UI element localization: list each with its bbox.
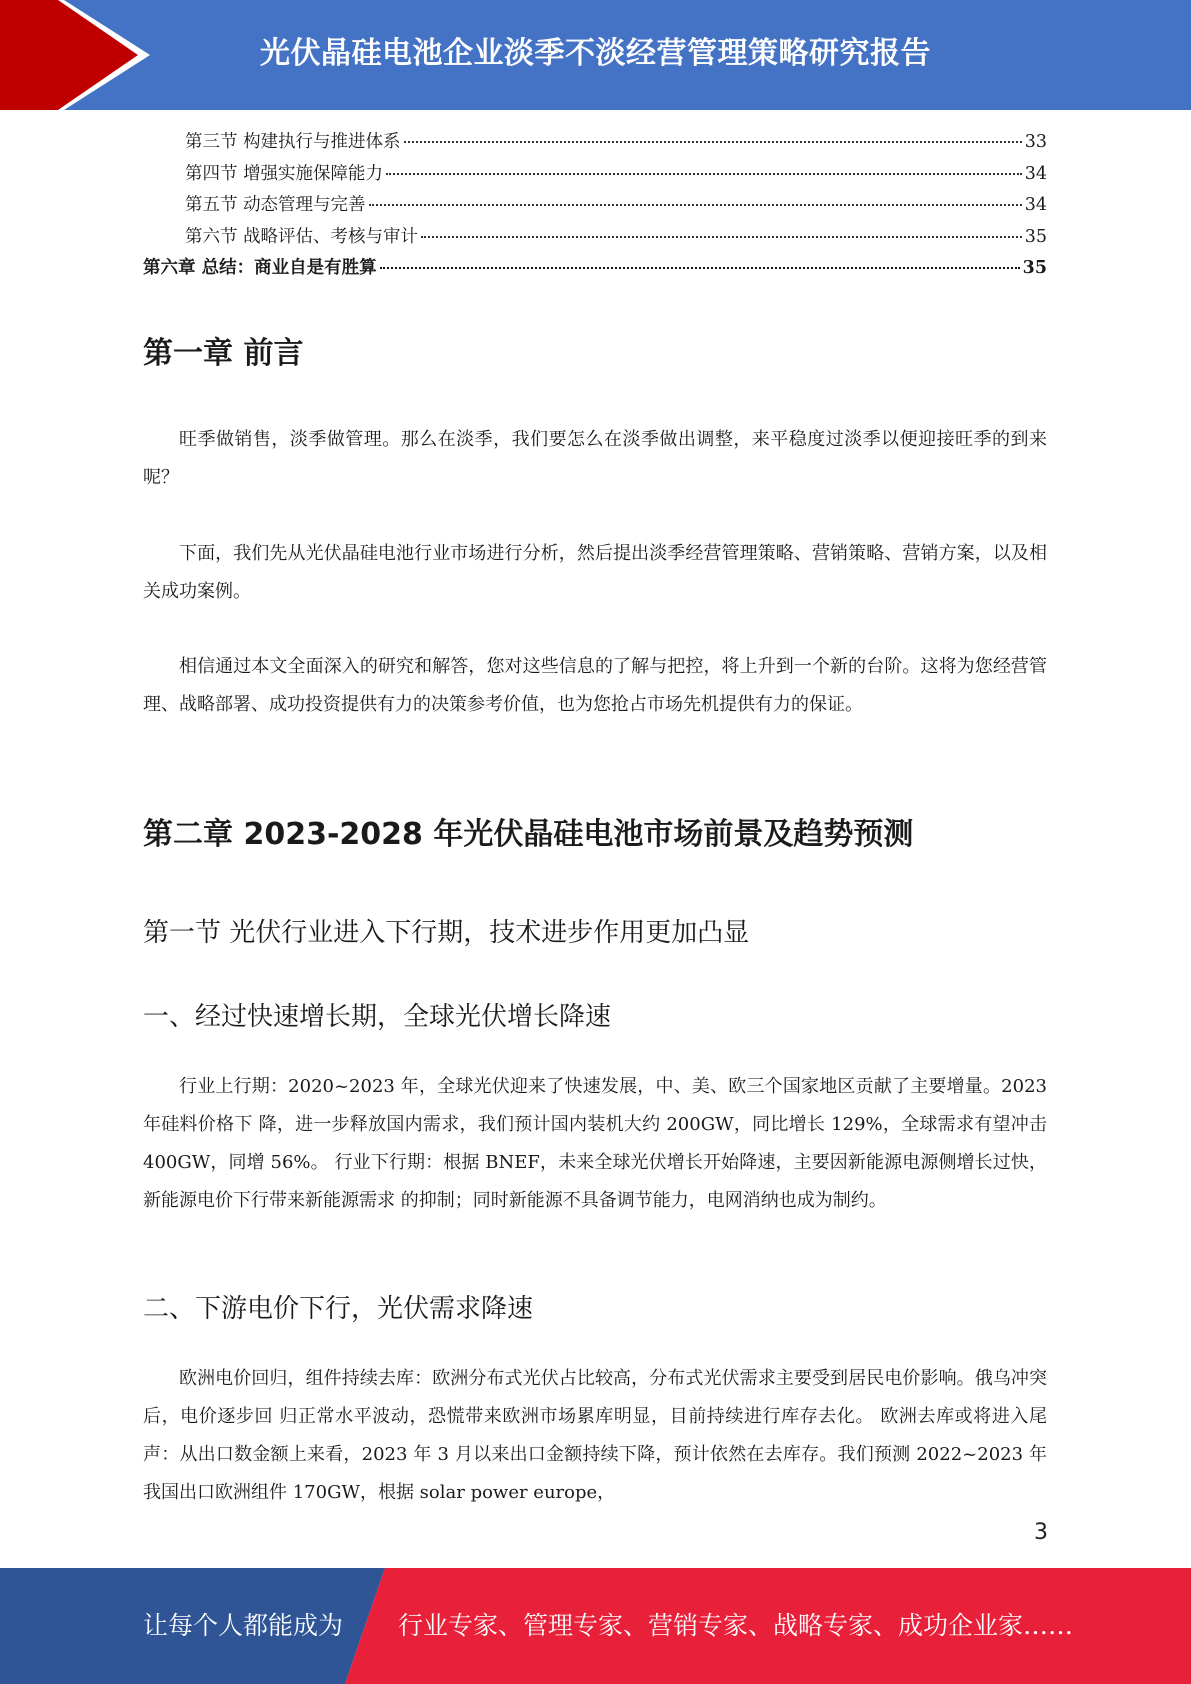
paragraph-intro-1: 旺季做销售，淡季做管理。那么在淡季，我们要怎么在淡季做出调整，来平稳度过淡季以便迎接旺季的到来呢？ bbox=[143, 429, 1047, 488]
toc-entry-page: 35 bbox=[1022, 258, 1047, 278]
toc-entry-title: 第六章 总结：商业自是有胜算 bbox=[143, 258, 377, 278]
paragraph-intro-2: 下面，我们先从光伏晶硅电池行业市场进行分析，然后提出淡季经营管理策略、营销策略、营销方案，以及相关成功案例。 bbox=[143, 543, 1047, 602]
report-title: 光伏晶硅电池企业淡季不淡经营管理策略研究报告 bbox=[260, 36, 931, 71]
toc-entry-title: 第六节 战略评估、考核与审计 bbox=[185, 226, 419, 247]
toc-leader-dots bbox=[421, 236, 1022, 238]
toc-leader-dots bbox=[380, 267, 1020, 269]
footer-slogan-left: 让每个人都能成为 bbox=[143, 1611, 344, 1640]
footer-slogan-right: 行业专家、管理专家、营销专家、战略专家、成功企业家…… bbox=[398, 1611, 1074, 1640]
chapter-1-heading: 第一章 前言 bbox=[143, 336, 304, 371]
toc-leader-dots bbox=[404, 141, 1022, 143]
toc-entry-page: 34 bbox=[1024, 195, 1047, 215]
subsection-2-heading: 二、下游电价下行，光伏需求降速 bbox=[143, 1294, 534, 1324]
toc-entry-page: 33 bbox=[1024, 132, 1047, 152]
chapter-2-heading: 第二章 2023-2028 年光伏晶硅电池市场前景及趋势预测 bbox=[143, 817, 914, 852]
paragraph-intro-3: 相信通过本文全面深入的研究和解答，您对这些信息的了解与把控，将上升到一个新的台阶。这将为您经营管理、战略部署、成功投资提供有力的决策参考价值，也为您抢占市场先机提供有力的保证。 bbox=[143, 656, 1047, 715]
toc-entry-chapter[interactable] bbox=[143, 254, 1047, 286]
toc-entry-title: 第三节 构建执行与推进体系 bbox=[185, 132, 401, 152]
toc-entry[interactable] bbox=[143, 128, 1047, 160]
toc-leader-dots bbox=[386, 173, 1022, 175]
paragraph-europe-demand: 欧洲电价回归，组件持续去库：欧洲分布式光伏占比较高，分布式光伏需求主要受到居民电价影响。俄乌冲突后，电价逐步回 归正常水平波动，恐慌带来欧洲市场累库明显，目前持续进行库存去化。 欧洲去库或将进入尾声：从出口数金额上来看，2023 年 3 月以来出口金额持续下降，预计依然在去库存。我们预测 2022~2023 年我国出口欧洲组件 170GW，根据 solar power europe， bbox=[143, 1368, 1047, 1503]
toc-entry[interactable] bbox=[143, 160, 1047, 192]
toc-entry-page: 34 bbox=[1024, 163, 1047, 184]
table-of-contents bbox=[143, 128, 1047, 286]
page-header bbox=[0, 0, 1191, 110]
paragraph-industry-cycle: 行业上行期：2020~2023 年，全球光伏迎来了快速发展，中、美、欧三个国家地区贡献了主要增量。2023 年硅料价格下 降，进一步释放国内需求，我们预计国内装机大约 200GW，同比增长 129%，全球需求有望冲击 400GW，同增 56%。 行业下行期：根据 BNEF，未来全球光伏增长开始降速，主要因新能源电源侧增长过快，新能源电价下行带来新能源需求 的抑制；同时新能源不具备调节能力，电网消纳也成为制约。 bbox=[143, 1076, 1047, 1211]
toc-entry-title: 第五节 动态管理与完善 bbox=[185, 195, 366, 215]
page-footer bbox=[0, 1568, 1191, 1684]
page-number: 3 bbox=[1034, 1520, 1048, 1545]
subsection-1-heading: 一、经过快速增长期，全球光伏增长降速 bbox=[143, 1002, 612, 1032]
header-arrow-decoration bbox=[0, 0, 170, 110]
toc-entry-title: 第四节 增强实施保障能力 bbox=[185, 163, 384, 184]
toc-entry[interactable] bbox=[143, 223, 1047, 255]
toc-leader-dots bbox=[369, 204, 1022, 206]
toc-entry-page: 35 bbox=[1024, 226, 1047, 247]
section-1-heading: 第一节 光伏行业进入下行期，技术进步作用更加凸显 bbox=[143, 918, 750, 948]
toc-entry[interactable] bbox=[143, 191, 1047, 223]
